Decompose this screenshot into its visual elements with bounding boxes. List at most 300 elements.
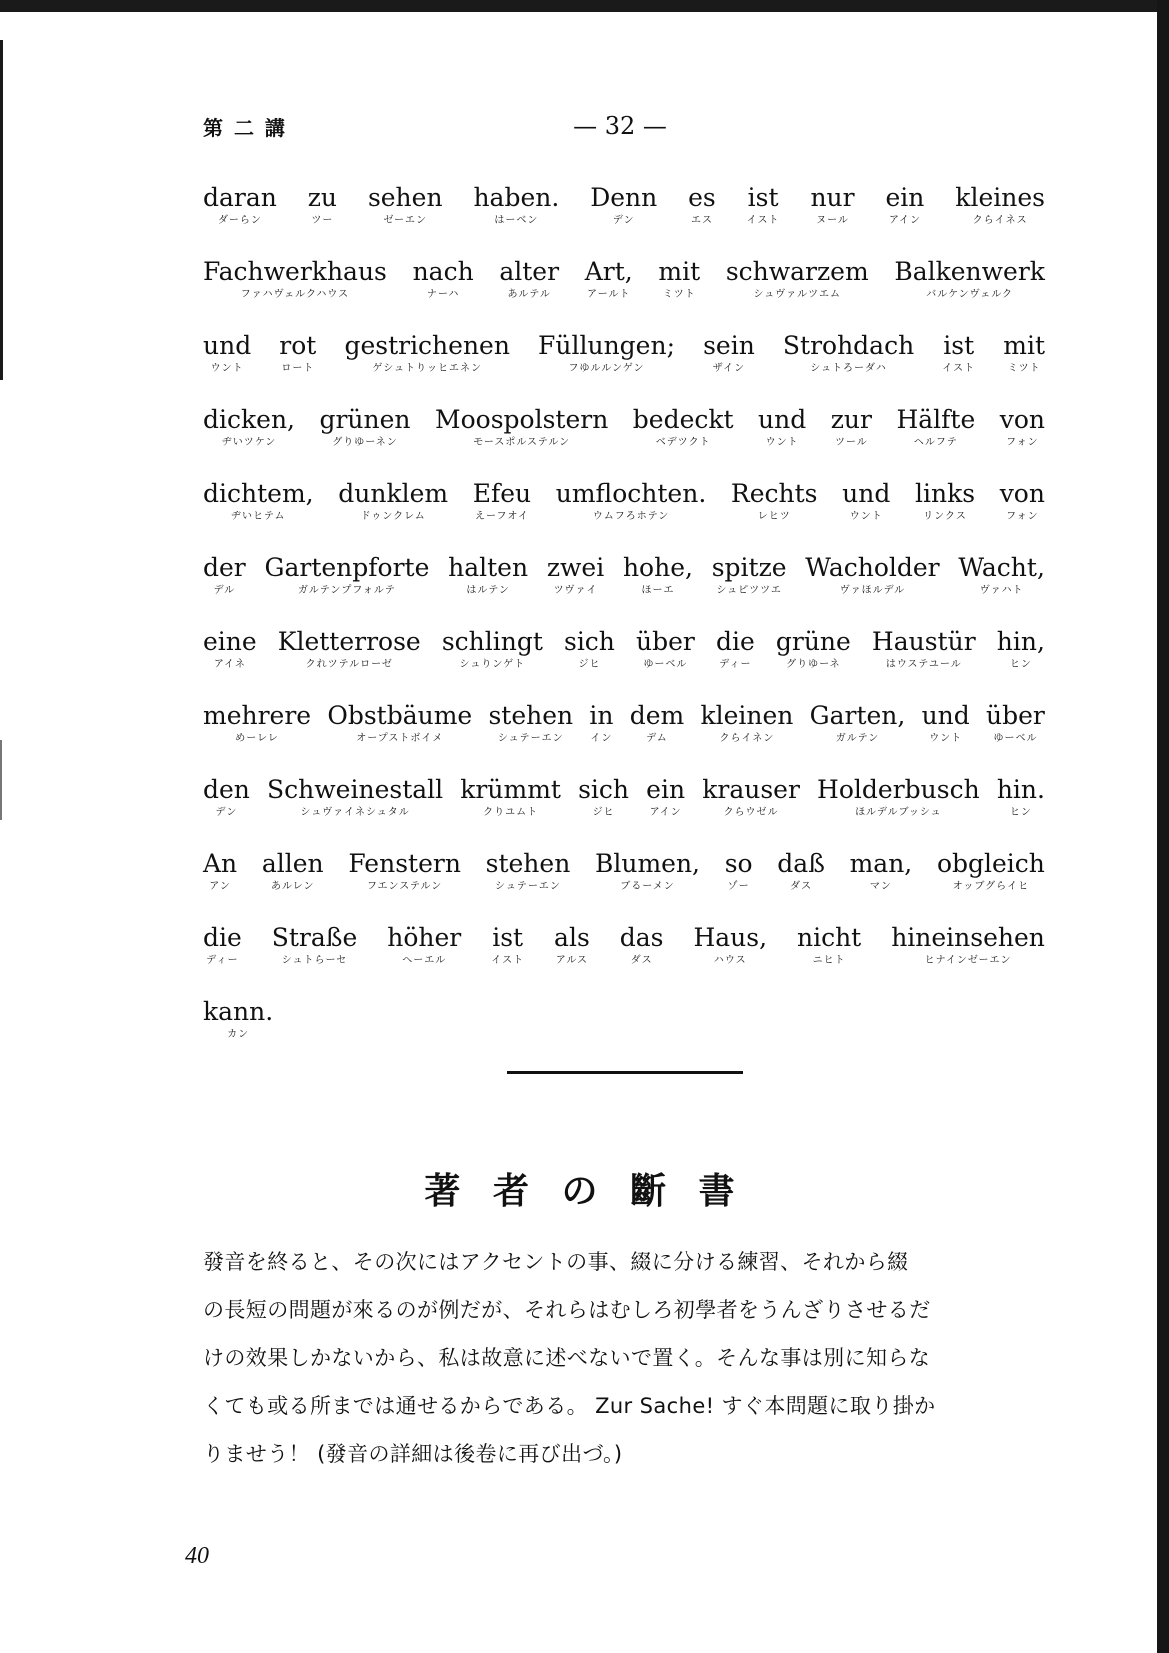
word-with-reading [278,627,421,671]
katakana-reading: はーベン [494,215,539,226]
word-with-reading [203,405,295,449]
german-word: dunklem [338,479,449,508]
word-with-reading [776,627,851,671]
text-line [203,183,1045,257]
german-word: hin. [996,775,1045,804]
katakana-reading: デム [646,733,668,744]
katakana-reading: ナーハ [426,289,460,300]
paragraph-line: けの效果しかないから、私は故意に述べないで置く。そんな事は別に知らな [203,1346,931,1370]
katakana-reading: ダーらン [217,215,262,226]
scan-border-right [1157,0,1169,1653]
katakana-reading: アイン [649,807,682,818]
katakana-reading: ミツト [1007,363,1041,374]
katakana-reading: ウント [210,363,244,374]
german-word: An [203,849,238,878]
german-word: mehrere [203,701,312,730]
german-word: von [999,479,1045,508]
word-with-reading [578,775,629,819]
word-with-reading [488,701,573,745]
german-word: die [715,627,755,656]
german-word: Gartenpforte [264,553,430,582]
word-with-reading [203,183,277,227]
german-word: ist [943,331,975,360]
katakana-reading: ディー [206,955,239,966]
katakana-reading: ヴァほルデル [839,585,906,596]
katakana-reading: ファハヴェルクハウス [240,289,350,300]
katakana-reading: ザイン [712,363,746,374]
word-with-reading [203,775,250,819]
word-with-reading [702,775,800,819]
katakana-reading: アールト [586,289,631,300]
word-with-reading [636,627,695,671]
german-word: dem [629,701,685,730]
paragraph-line: りませう！ (發音の詳細は後卷に再び出づ。) [203,1442,623,1466]
katakana-reading: シュヴァルツエム [753,289,841,300]
word-with-reading [646,775,685,819]
katakana-reading: リンクス [923,511,967,522]
word-with-reading [203,849,237,893]
german-word: stehen [485,849,571,878]
katakana-reading: ヒナインゼーエン [924,955,1012,966]
german-word: als [554,923,590,952]
german-word: Füllungen; [538,331,675,360]
paragraph-line: くても或る所までは通せるからである。 Zur Sache! すぐ本問題に取り掛か [203,1394,936,1418]
german-word: dichtem, [203,479,314,508]
text-line [203,553,1045,627]
word-with-reading [344,331,510,375]
german-word: rot [279,331,317,360]
german-word: Rechts [730,479,818,508]
word-with-reading [630,701,685,745]
word-with-reading [747,183,780,227]
scan-border-top [0,0,1169,12]
text-line [203,405,1045,479]
text-line [203,479,1045,553]
katakana-reading: フォン [1006,437,1039,448]
word-with-reading [585,257,633,301]
katakana-reading: バルケンヴェルク [926,289,1013,300]
word-with-reading [448,553,528,597]
german-word: hohe, [622,553,693,582]
german-word: umflochten. [555,479,707,508]
katakana-reading: ダス [790,881,813,892]
word-with-reading [203,627,257,671]
katakana-reading: クらイネス [972,215,1028,226]
german-word: kann. [203,997,274,1026]
word-with-reading [623,553,693,597]
katakana-reading: イン [590,733,613,744]
german-word: Garten, [809,701,906,730]
word-with-reading [986,701,1045,745]
german-word: daß [777,849,825,878]
katakana-reading: ツヴァイ [553,585,598,596]
katakana-reading: あルレン [270,881,315,892]
german-word: halten [448,553,529,582]
german-word: nach [412,257,474,286]
german-word: man, [849,849,913,878]
text-line [203,627,1045,701]
german-word: und [921,701,970,730]
word-with-reading [783,331,914,375]
german-word: mit [1003,331,1045,360]
word-with-reading [726,257,869,301]
german-text-block [203,183,1045,1071]
german-word: mit [658,257,701,286]
word-with-reading [886,183,925,227]
german-word: haben. [473,183,560,212]
katakana-reading: クらウゼル [723,807,779,818]
katakana-reading: グりゆーネ [786,659,841,670]
word-with-reading [810,701,906,745]
word-with-reading [442,627,543,671]
german-word: Wacht, [958,553,1045,582]
german-word: Strohdach [782,331,915,360]
katakana-reading: アルス [555,955,589,966]
german-word: Schweinestall [267,775,444,804]
german-word: krümmt [460,775,561,804]
word-with-reading [817,775,980,819]
katakana-reading: クれツテルローゼ [305,659,393,670]
katakana-reading: ベデツクト [655,437,711,448]
katakana-reading: ディー [719,659,752,670]
german-word: ist [492,923,524,952]
word-with-reading [777,849,825,893]
katakana-reading: シュヴァイネシュタル [300,807,410,818]
word-with-reading [538,331,675,375]
word-with-reading [850,849,913,893]
katakana-reading: ほーエ [641,585,675,596]
german-word: zwei [546,553,605,582]
katakana-reading: デル [213,585,236,596]
word-with-reading [327,701,472,745]
katakana-reading: アン [209,881,231,892]
word-with-reading [203,997,273,1041]
word-with-reading [810,183,854,227]
word-with-reading [894,257,1045,301]
word-with-reading [758,405,806,449]
word-with-reading [338,479,448,523]
katakana-reading: ガルテン [835,733,880,744]
word-with-reading [203,257,387,301]
word-with-reading [368,183,443,227]
word-with-reading [958,553,1045,597]
katakana-reading: ドゥンクレム [360,511,426,522]
katakana-reading: ゆーベル [643,659,688,670]
german-word: Fenstern [348,849,461,878]
text-line [203,701,1045,775]
katakana-reading: はルテン [466,585,510,596]
katakana-reading: シュピツツエ [716,585,782,596]
katakana-reading: マン [869,881,892,892]
german-word: Hälfte [896,405,976,434]
word-with-reading [556,479,707,523]
katakana-reading: ヒン [1009,807,1032,818]
german-word: hineinsehen [891,923,1045,952]
katakana-reading: エス [690,215,713,226]
word-with-reading [387,923,461,967]
german-word: hin, [996,627,1045,656]
word-with-reading [955,183,1045,227]
word-with-reading [460,775,561,819]
katakana-reading: めーレレ [235,733,279,744]
word-with-reading [725,849,753,893]
german-word: Haustür [871,627,976,656]
german-word: Straße [271,923,358,952]
german-word: so [724,849,753,878]
katakana-reading: グりゆーネン [332,437,398,448]
german-word: in [589,701,614,730]
german-word: spitze [711,553,787,582]
german-word: Kletterrose [277,627,421,656]
german-word: über [636,627,695,656]
word-with-reading [797,923,861,967]
german-word: sein [703,331,755,360]
word-with-reading [348,849,461,893]
word-with-reading [872,627,976,671]
katakana-reading: デン [612,215,635,226]
german-word: und [758,405,807,434]
german-word: sich [563,627,615,656]
word-with-reading [564,627,615,671]
katakana-reading: ハウス [713,955,747,966]
german-word: schlingt [441,627,543,656]
word-with-reading [693,923,767,967]
word-with-reading [703,331,755,375]
katakana-reading: ヘルフテ [913,437,958,448]
word-with-reading [265,553,430,597]
katakana-reading: ゾー [727,881,750,892]
german-word: Wacholder [805,553,940,582]
text-line [203,849,1045,923]
german-word: die [203,923,242,952]
katakana-reading: カン [227,1029,250,1040]
katakana-reading: えーフオイ [474,511,529,522]
german-word: nur [810,183,855,212]
katakana-reading: ジヒ [578,659,601,670]
katakana-reading: クらイネン [719,733,775,744]
german-word: zu [307,183,338,212]
katakana-reading: シュりンゲト [459,659,526,670]
word-with-reading [473,183,559,227]
word-with-reading [731,479,818,523]
word-with-reading [891,923,1045,967]
katakana-reading: はウステユール [885,659,962,670]
word-with-reading [203,701,311,745]
katakana-reading: ダス [630,955,653,966]
word-with-reading [589,701,613,745]
word-with-reading [203,923,242,967]
katakana-reading: シュトらーセ [281,955,348,966]
text-line [203,331,1045,405]
word-with-reading [262,849,324,893]
word-with-reading [937,849,1045,893]
katakana-reading: ヒン [1009,659,1032,670]
german-word: Fachwerkhaus [203,257,387,286]
katakana-reading: フォン [1006,511,1039,522]
german-word: schwarzem [725,257,869,286]
word-with-reading [1000,479,1045,523]
text-line [203,997,1045,1071]
katakana-reading: シュテーエン [497,733,564,744]
word-with-reading [203,331,251,375]
katakana-reading: ゲシュトりッヒエネン [372,363,482,374]
word-with-reading [658,257,700,301]
word-with-reading [922,701,970,745]
word-with-reading [547,553,604,597]
word-with-reading [620,923,664,967]
german-word: es [688,183,716,212]
german-word: alter [499,257,560,286]
katakana-reading: レヒツ [757,511,791,522]
text-line [203,257,1045,331]
text-line [203,775,1045,849]
katakana-reading: ツー [311,215,334,226]
katakana-reading: ゆーベル [993,733,1038,744]
german-word: nicht [796,923,862,952]
word-with-reading [805,553,939,597]
text-line [203,923,1045,997]
katakana-reading: へーエル [402,955,447,966]
katakana-reading: フゆルルンゲン [568,363,645,374]
katakana-reading: アイン [888,215,921,226]
paragraph-line: 發音を終ると、その次にはアクセントの事、綴に分ける練習、それから綴 [203,1250,909,1274]
katakana-reading: ブるーメン [620,881,675,892]
word-with-reading [554,923,590,967]
katakana-reading: シュテーエン [495,881,561,892]
katakana-reading: デン [215,807,238,818]
katakana-reading: あルテル [507,289,551,300]
german-word: das [619,923,664,952]
german-word: Denn [590,183,658,212]
katakana-reading: ガルテンプフォルテ [297,585,396,596]
german-word: Haus, [693,923,768,952]
german-word: obgleich [936,849,1045,878]
word-with-reading [203,479,314,523]
word-with-reading [997,627,1045,671]
german-word: eine [203,627,257,656]
word-with-reading [1003,331,1045,375]
katakana-reading: オッブグらイヒ [952,881,1030,892]
word-with-reading [896,405,975,449]
word-with-reading [413,257,474,301]
word-with-reading [688,183,716,227]
german-word: und [203,331,252,360]
german-word: daran [203,183,277,212]
katakana-reading: ウムフろホテン [592,511,670,522]
german-word: sehen [367,183,443,212]
katakana-reading: ウント [765,437,799,448]
german-word: höher [387,923,462,952]
section-heading: 著 者 の 斷 書 [424,1171,745,1212]
section-label: 第 二 講 [203,116,287,140]
word-with-reading [486,849,571,893]
word-with-reading [203,553,246,597]
scan-border-left [0,40,3,380]
scan-mark-left [0,740,2,820]
word-with-reading [712,553,787,597]
german-word: und [842,479,891,508]
german-word: kleinen [700,701,794,730]
katakana-reading: イスト [942,363,976,374]
german-word: Moospolstern [435,405,609,434]
katakana-reading: ウント [849,511,883,522]
word-with-reading [842,479,890,523]
german-word: über [986,701,1045,730]
word-with-reading [942,331,975,375]
word-with-reading [700,701,793,745]
word-with-reading [491,923,524,967]
word-with-reading [473,479,531,523]
german-word: Efeu [472,479,532,508]
divider-rule [507,1071,743,1074]
katakana-reading: ヂいヒテム [231,511,286,522]
katakana-reading: ツール [834,437,868,448]
word-with-reading [267,775,443,819]
german-word: kleines [955,183,1045,212]
word-with-reading [499,257,559,301]
word-with-reading [633,405,734,449]
german-word: Art, [584,257,633,286]
german-word: der [203,553,246,582]
word-with-reading [831,405,872,449]
katakana-reading: ヌール [816,215,849,226]
german-word: Holderbusch [817,775,980,804]
german-word: stehen [488,701,574,730]
katakana-reading: シュトろーダハ [810,363,887,374]
german-word: grünen [319,405,411,434]
word-with-reading [435,405,608,449]
katakana-reading: オープストボイメ [356,733,444,744]
german-word: allen [261,849,324,878]
word-with-reading [319,405,410,449]
word-with-reading [997,775,1045,819]
katakana-reading: イスト [746,215,780,226]
german-word: sich [578,775,630,804]
katakana-reading: ほルデルブッシュ [855,807,942,818]
german-word: Blumen, [594,849,701,878]
german-word: ist [747,183,779,212]
german-word: ein [646,775,686,804]
katakana-reading: フエンステルン [367,881,443,892]
word-with-reading [308,183,337,227]
page-number: — 32 — [573,112,667,140]
author-note-paragraph [203,1238,1053,1478]
katakana-reading: ウント [929,733,963,744]
word-with-reading [279,331,316,375]
word-with-reading [1000,405,1045,449]
word-with-reading [595,849,700,893]
german-word: links [914,479,976,508]
german-word: Balkenwerk [894,257,1045,286]
german-word: von [999,405,1045,434]
german-word: den [203,775,250,804]
word-with-reading [716,627,755,671]
word-with-reading [272,923,358,967]
katakana-reading: ヂいツケン [221,437,277,448]
katakana-reading: アイネ [213,659,246,670]
katakana-reading: イスト [491,955,525,966]
katakana-reading: ニヒト [812,955,846,966]
katakana-reading: クりユムト [483,807,539,818]
katakana-reading: モースポルステルン [473,437,571,448]
german-word: bedeckt [632,405,734,434]
german-word: grüne [775,627,851,656]
german-word: zur [830,405,872,434]
katakana-reading: ミツト [662,289,696,300]
german-word: dicken, [203,405,295,434]
katakana-reading: ロート [281,363,315,374]
german-word: ein [885,183,925,212]
